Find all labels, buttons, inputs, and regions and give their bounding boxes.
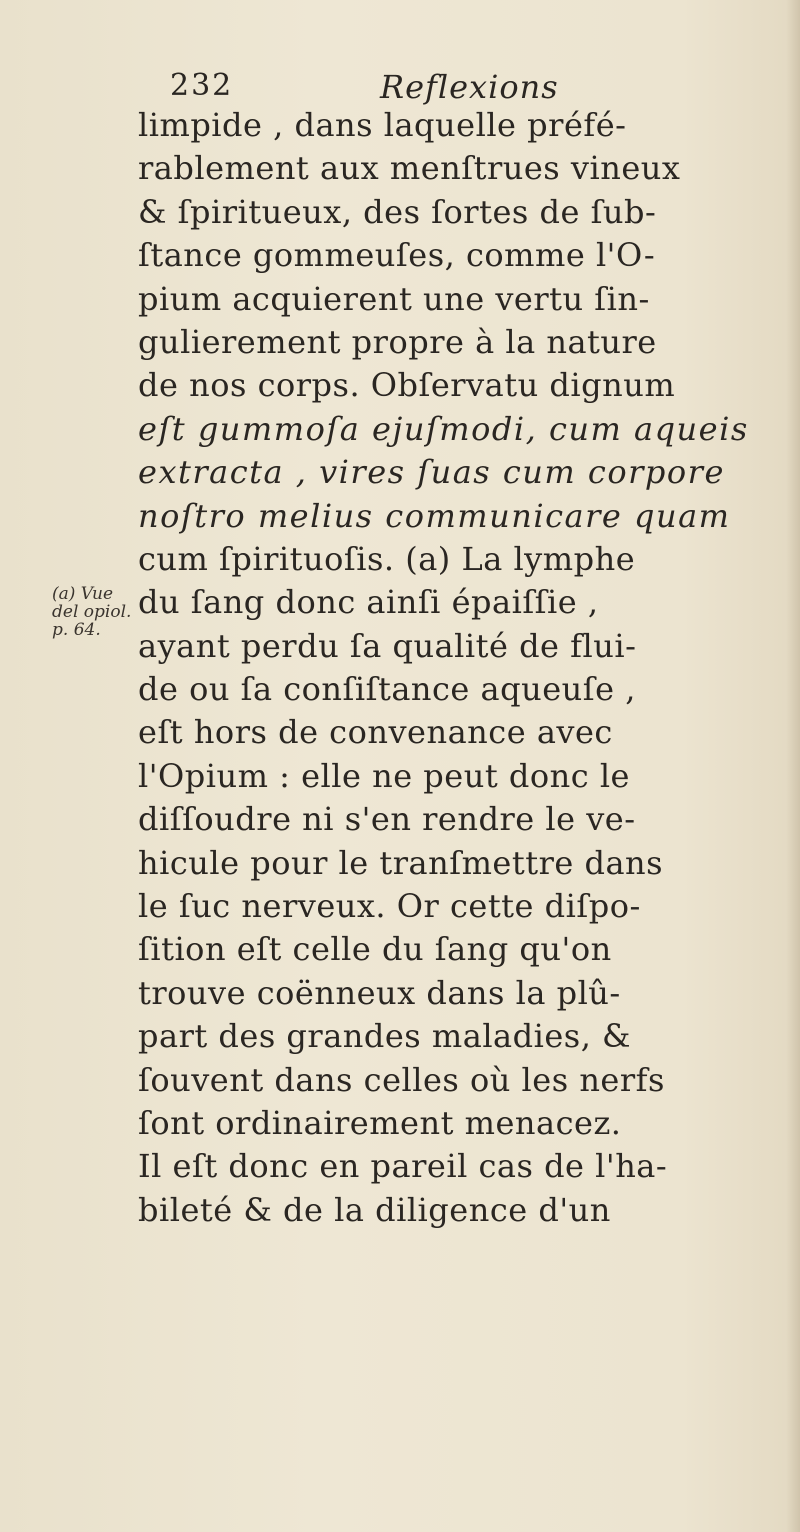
text-line: limpide , dans laquelle préfé- — [138, 106, 627, 144]
margin-note-line: p. 64. — [52, 620, 101, 640]
text-line: pium acquierent une vertu ſin- — [138, 279, 650, 318]
text-line: diſſoudre ni s'en rendre le ve- — [138, 800, 636, 839]
text-line: & ſpiritueux, des ſortes de ſub- — [138, 192, 657, 231]
text-line: rablement aux menſtrues vineux — [138, 149, 681, 188]
text-line: ayant perdu ſa qualité de flui- — [138, 626, 637, 665]
text-line: bileté & de la diligence d'un — [138, 1190, 611, 1229]
text-line: cum ſpirituoſis. (a) La lymphe — [138, 539, 636, 578]
margin-note-line: (a) Vue — [52, 584, 114, 604]
text-line: eſt gummoſa ejuſmodi, cum aqueis — [138, 409, 749, 448]
text-line: l'Opium : elle ne peut donc le — [138, 756, 630, 795]
text-line: eſt hors de convenance avec — [138, 713, 613, 752]
body-text — [138, 104, 778, 1232]
page-number: 232 — [170, 68, 234, 103]
text-line: ſtance gommeuſes, comme l'O- — [138, 236, 656, 275]
text-line: de ou ſa conſiſtance aqueuſe , — [138, 670, 636, 709]
text-line: gulierement propre à la nature — [138, 322, 657, 361]
text-line: ſouvent dans celles où les nerfs — [138, 1060, 665, 1099]
text-line: hicule pour le tranſmettre dans — [138, 843, 664, 882]
page-edge-shadow — [786, 0, 800, 1532]
text-line: extracta , vires ſuas cum corpore — [138, 453, 725, 492]
margin-note-line: del opiol. — [52, 602, 132, 622]
text-line: du ſang donc ainſi épaiſſie , — [138, 583, 599, 622]
text-line: noſtro melius communicare quam — [138, 496, 731, 535]
text-line: trouve coënneux dans la plû- — [138, 973, 621, 1012]
margin-note — [52, 585, 142, 639]
text-line: Il eſt donc en pareil cas de l'ha- — [138, 1147, 668, 1186]
page-header — [170, 68, 770, 108]
text-line: de nos corps. Obſervatu dignum — [138, 366, 676, 405]
running-title: Reflexions — [380, 68, 559, 106]
text-line: le ſuc nerveux. Or cette diſpo- — [138, 887, 641, 926]
text-line: ſont ordinairement menacez. — [138, 1103, 622, 1142]
text-line: ſition eſt celle du ſang qu'on — [138, 930, 612, 969]
text-line: part des grandes maladies, & — [138, 1017, 632, 1056]
